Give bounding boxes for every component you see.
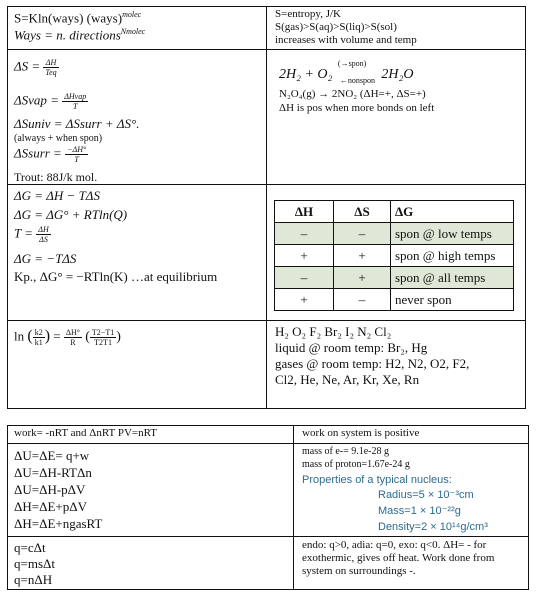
nmolec-sup: Nmolec [120, 27, 146, 36]
dh-over-r: $\frac{\Delta H^\circ}{R}$ [65, 328, 80, 347]
molec-sup: molec [122, 10, 142, 19]
ds-fraction: $\frac{\Delta H}{\text{Teq}}$ [45, 58, 57, 77]
row4-right [266, 320, 525, 408]
dsvap-fraction: $\frac{\text{ΔHvap}}{T}$ [64, 92, 87, 111]
ds-lhs: ΔS = [14, 58, 41, 74]
reaction-products: 2H₂O [381, 67, 414, 82]
diatomic-list: H₂ O₂ F₂ Br₂ I₂ N₂ Cl₂ [275, 324, 392, 339]
heat-eq-1: q=cΔt [14, 540, 46, 555]
bottom-row1-left [8, 426, 293, 443]
row3-left [8, 184, 266, 320]
heat-eq-3: q=nΔH [14, 572, 53, 587]
t-lhs: T = [14, 225, 34, 241]
energy-eq-3: ΔU=ΔH-pΔV [14, 482, 86, 497]
table-row: + + spon @ high temps [275, 245, 514, 267]
entropy-def: S=entropy, J/K [275, 8, 341, 20]
ways-eq: Ways = n. directions [14, 27, 121, 43]
equilibrium-arrows: (→spon) ←nonspon [337, 59, 376, 86]
nucleus-radius: Radius=5 × 10⁻³cm [378, 489, 474, 501]
bottom-row2-left [8, 443, 293, 536]
ln-label: ln [14, 328, 25, 344]
heat-eq-2: q=msΔt [14, 556, 55, 571]
energy-eq-1: ΔU=ΔE= q+w [14, 448, 90, 463]
reaction-reactants: 2H₂ + O₂ [279, 67, 333, 82]
energy-eq-2: ΔU=ΔH-RTΔn [14, 465, 92, 480]
gibbs-table-header [275, 201, 514, 223]
temp-ratio: $\frac{T2-T1}{T2T1}$ [91, 328, 115, 347]
heat-sign-note: endo: q>0, adia: q=0, exo: q<0. ΔH= - for exothermic, gives off heat. Work done from system on surroundings -. [302, 539, 495, 577]
trout-rule: Trout: 88J/k mol. [14, 170, 98, 184]
boltzmann-eq: S=Kln(ways) (ways) [14, 10, 123, 26]
bottom-row3-left [8, 536, 293, 589]
kp-eq: Kp., ΔG° = −RTln(K) …at equilibrium [14, 269, 218, 284]
bottom-table [7, 425, 529, 590]
gases-list-cont: Cl2, He, Ne, Ar, Kr, Xe, Rn [275, 372, 420, 387]
dsvap-lhs: ΔSvap = [14, 92, 59, 108]
n2o4-reaction: N₂O₄(g) → 2NO₂ (ΔH=+, ΔS=+) [279, 88, 426, 100]
entropy-increase: increases with volume and temp [275, 34, 417, 46]
work-sign-note: work on system is positive [302, 427, 420, 439]
row2-right [266, 49, 525, 184]
proton-mass: mass of proton=1.67e-24 g [302, 459, 410, 470]
spon-note: (always + when spon) [14, 133, 103, 144]
row1-right [266, 7, 525, 49]
row2-left [8, 49, 266, 184]
bonds-note: ΔH is pos when more bonds on left [279, 102, 435, 114]
header-dg: ΔG [391, 201, 514, 223]
energy-eq-4: ΔH=ΔE+pΔV [14, 499, 87, 514]
header-dh: ΔH [275, 201, 334, 223]
entropy-order: S(gas)>S(aq)>S(liq)>S(sol) [275, 21, 397, 33]
nucleus-density: Density=2 × 10¹⁴g/cm³ [378, 521, 488, 533]
row1-left [8, 7, 266, 49]
table-row: – + spon @ all temps [275, 267, 514, 289]
bottom-row2-right [293, 443, 528, 536]
liquids-list: liquid @ room temp: Br₂, Hg [275, 340, 428, 355]
row4-left: ln ( $\frac{k2}{k1}$ ) = $\frac{\Delta H^\circ}{R}$ ( $\frac{T2-T1}{T2T1}$ ) [8, 320, 266, 408]
nucleus-mass: Mass=1 × 10⁻²²g [378, 505, 461, 517]
t-fraction: $\frac{\Delta H}{\Delta S}$ [38, 225, 49, 244]
nucleus-title: Properties of a typical nucleus: [302, 474, 452, 486]
gases-list: gases @ room temp: H2, N2, O2, F2, [275, 356, 470, 371]
gibbs-eq: ΔG = ΔH − TΔS [14, 188, 100, 203]
energy-eq-5: ΔH=ΔE+ngasRT [14, 516, 103, 531]
gibbs-q-eq: ΔG = ΔG° + RTln(Q) [14, 207, 128, 222]
electron-mass: mass of e-= 9.1e-28 g [302, 446, 390, 457]
table-row: + – never spon [275, 289, 514, 311]
k-ratio: $\frac{k2}{k1}$ [34, 328, 43, 347]
dsuniv-eq: ΔSuniv = ΔSsurr + ΔS°. [14, 116, 140, 131]
gibbs-sign-table [274, 200, 514, 311]
table-row: – – spon @ low temps [275, 223, 514, 245]
dssurr-lhs: ΔSsurr = [14, 145, 62, 161]
dg-negtds-eq: ΔG = −TΔS [14, 251, 77, 266]
bottom-row1-right [293, 426, 528, 443]
header-ds: ΔS [334, 201, 391, 223]
ln-equals: = [53, 328, 61, 344]
bottom-row3-right [293, 536, 528, 589]
dssurr-fraction: $\frac{-\Delta H^\circ}{T}$ [67, 145, 87, 164]
work-eq: work= -nRT and ΔnRT PV=nRT [14, 427, 157, 439]
